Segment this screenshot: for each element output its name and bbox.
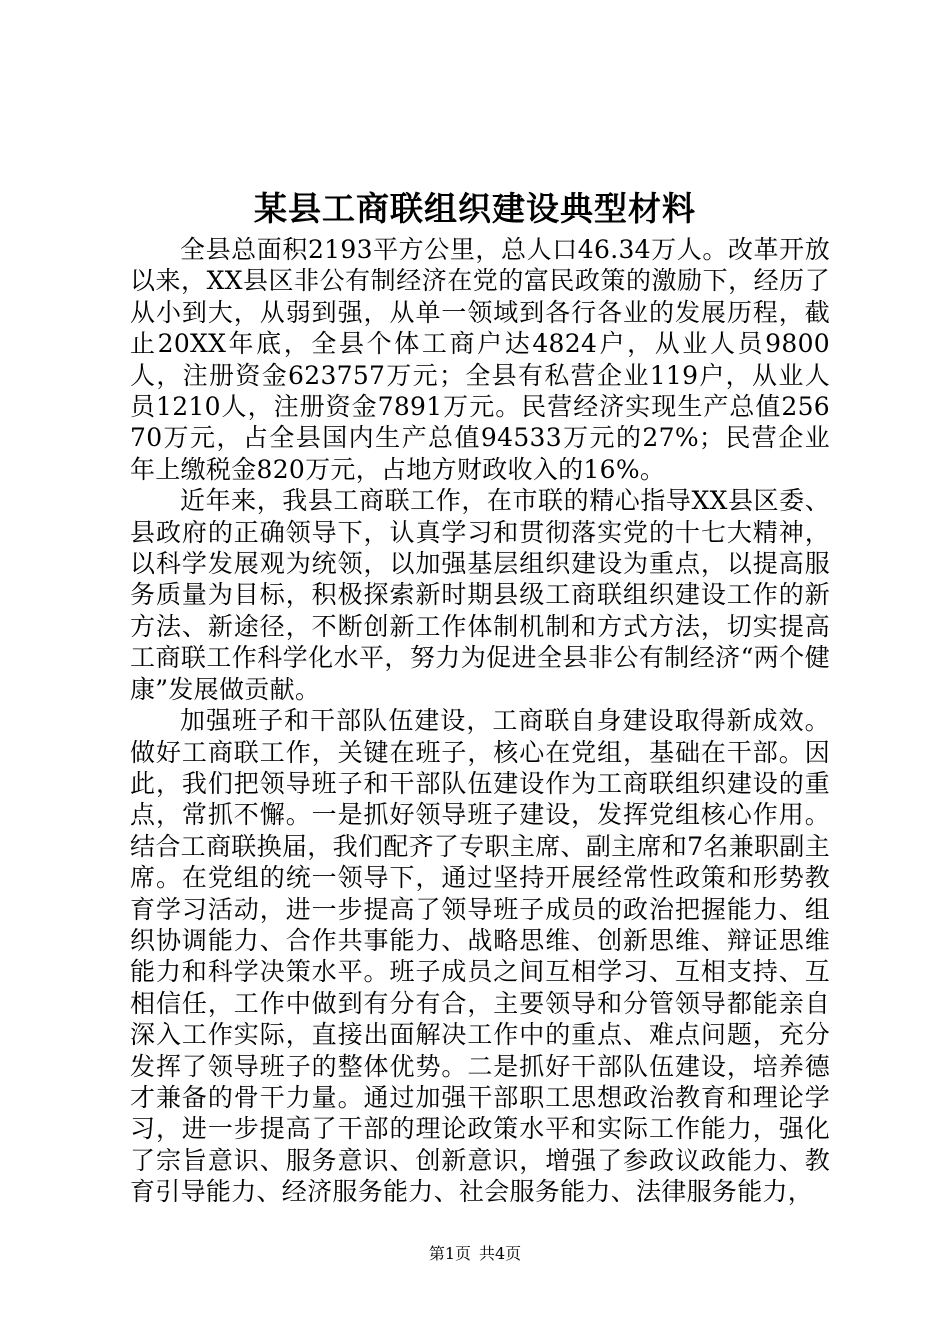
page-total: 共4页	[479, 1244, 522, 1263]
page-footer	[0, 1243, 950, 1265]
document-title: 某县工商联组织建设典型材料	[254, 189, 696, 228]
paragraph: 全县总面积2193平方公里，总人口46.34万人。改革开放以来，XX县区非公有制经济在党的富民政策的激励下，经历了从小到大，从弱到强，从单一领域到各行各业的发展历程，截止20XX年底，全县个体工商户达4824户，从业人员9800人，注册资金623757万元；全县有私营企业119户，从业人员1210人，注册资金7891万元。民营经济实现生产总值25670万元，占全县国内生产总值94533万元的27%；民营企业年上缴税金820万元，占地方财政收入的16%。	[130, 235, 830, 484]
page-number: 第1页	[428, 1244, 471, 1263]
paragraph: 加强班子和干部队伍建设，工商联自身建设取得新成效。做好工商联工作，关键在班子，核心在党组，基础在干部。因此，我们把领导班子和干部队伍建设作为工商联组织建设的重点，常抓不懈。一是抓好领导班子建设，发挥党组核心作用。结合工商联换届，我们配齐了专职主席、副主席和7名兼职副主席。在党组的统一领导下，通过坚持开展经常性政策和形势教育学习活动，进一步提高了领导班子成员的政治把握能力、组织协调能力、合作共事能力、战略思维、创新思维、辩证思维能力和科学决策水平。班子成员之间互相学习、互相支持、互相信任，工作中做到有分有合，主要领导和分管领导都能亲自深入工作实际，直接出面解决工作中的重点、难点问题，充分发挥了领导班子的整体优势。二是抓好干部队伍建设，培养德才兼备的骨干力量。通过加强干部职工思想政治教育和理论学习，进一步提高了干部的理论政策水平和实际工作能力，强化了宗旨意识、服务意识、创新意识，增强了参政议政能力、教育引导能力、经济服务能力、社会服务能力、法律服务能力，	[130, 706, 830, 1207]
document-body	[130, 234, 830, 1208]
paragraph: 近年来，我县工商联工作，在市联的精心指导XX县区委、县政府的正确领导下，认真学习和贯彻落实党的十七大精神，以科学发展观为统领，以加强基层组织建设为重点，以提高服务质量为目标，积极探索新时期县级工商联组织建设工作的新方法、新途径，不断创新工作体制机制和方式方法，切实提高工商联工作科学化水平，努力为促进全县非公有制经济“两个健康”发展做贡献。	[130, 486, 830, 704]
